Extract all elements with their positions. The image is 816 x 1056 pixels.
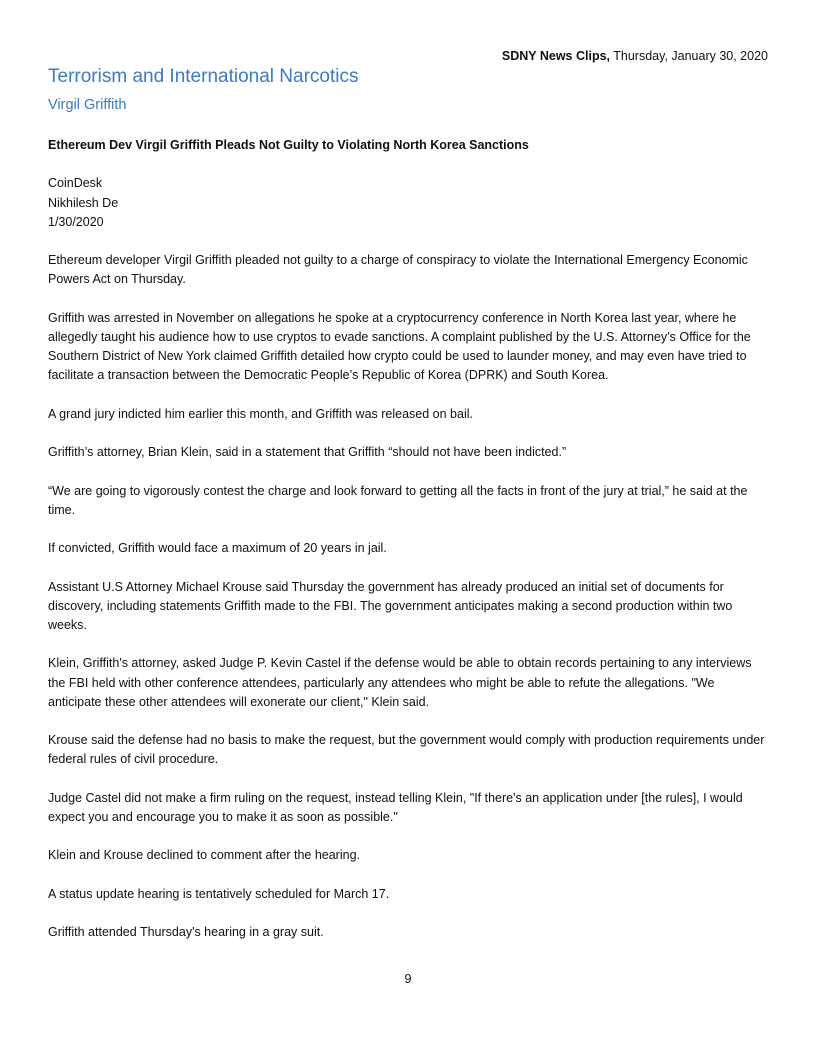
article-paragraph: Krouse said the defense had no basis to make the request, but the government would comply with production requirements under federal rules of civil procedure.	[48, 733, 765, 767]
section-title: Terrorism and International Narcotics	[48, 66, 359, 87]
article-date: 1/30/2020	[48, 214, 104, 229]
article-author: Nikhilesh De	[48, 195, 119, 210]
article-source: CoinDesk	[48, 176, 103, 191]
article-paragraph: A status update hearing is tentatively scheduled for March 17.	[48, 886, 390, 901]
subsection-title: Virgil Griffith	[48, 97, 127, 113]
article-paragraph: Ethereum developer Virgil Griffith pleaded not guilty to a charge of conspiracy to violate the International Emergency Economic Powers Act on Thursday.	[48, 253, 748, 287]
article-paragraph: Griffith’s attorney, Brian Klein, said in a statement that Griffith “should not have been indicted.”	[48, 445, 567, 460]
article-meta	[48, 174, 770, 232]
article-paragraph: Judge Castel did not make a firm ruling on the request, instead telling Klein, "If there's an application under [the rules], I would expect you and encourage you to make it as soon as possible."	[48, 790, 743, 824]
article	[48, 136, 770, 962]
article-paragraph: “We are going to vigorously contest the charge and look forward to getting all the facts in front of the jury at trial,” he said at the time.	[48, 483, 748, 517]
article-paragraph: Klein, Griffith's attorney, asked Judge P. Kevin Castel if the defense would be able to obtain records pertaining to any interviews the FBI held with other conference attendees, particularly any attendees who might be able to refute the allegations. "We anticipate these other attendees will exonerate our client," Klein said.	[48, 656, 752, 709]
header-publication: SDNY News Clips,	[501, 49, 611, 63]
page-number: 9	[404, 972, 412, 986]
article-paragraph: Klein and Krouse declined to comment after the hearing.	[48, 848, 360, 863]
article-paragraph: Assistant U.S Attorney Michael Krouse said Thursday the government has already produced an initial set of documents for discovery, including statements Griffith made to the FBI. The government anticipates making a second production within two weeks.	[48, 579, 733, 632]
running-header	[502, 49, 768, 63]
article-headline: Ethereum Dev Virgil Griffith Pleads Not Guilty to Violating North Korea Sanctions	[48, 138, 529, 152]
article-paragraph: Griffith attended Thursday's hearing in a gray suit.	[48, 925, 324, 940]
header-date: Thursday, January 30, 2020	[613, 49, 768, 63]
article-paragraph: A grand jury indicted him earlier this month, and Griffith was released on bail.	[48, 406, 473, 421]
article-paragraph: Griffith was arrested in November on allegations he spoke at a cryptocurrency conference in North Korea last year, where he allegedly taught his audience how to use cryptos to evade sanctions. A complaint published by the U.S. Attorney’s Office for the Southern District of New York claimed Griffith detailed how crypto could be used to launder money, and may even have tried to facilitate a transaction between the Democratic People’s Republic of Korea (DPRK) and South Korea.	[48, 310, 751, 383]
article-paragraph: If convicted, Griffith would face a maximum of 20 years in jail.	[48, 541, 387, 556]
